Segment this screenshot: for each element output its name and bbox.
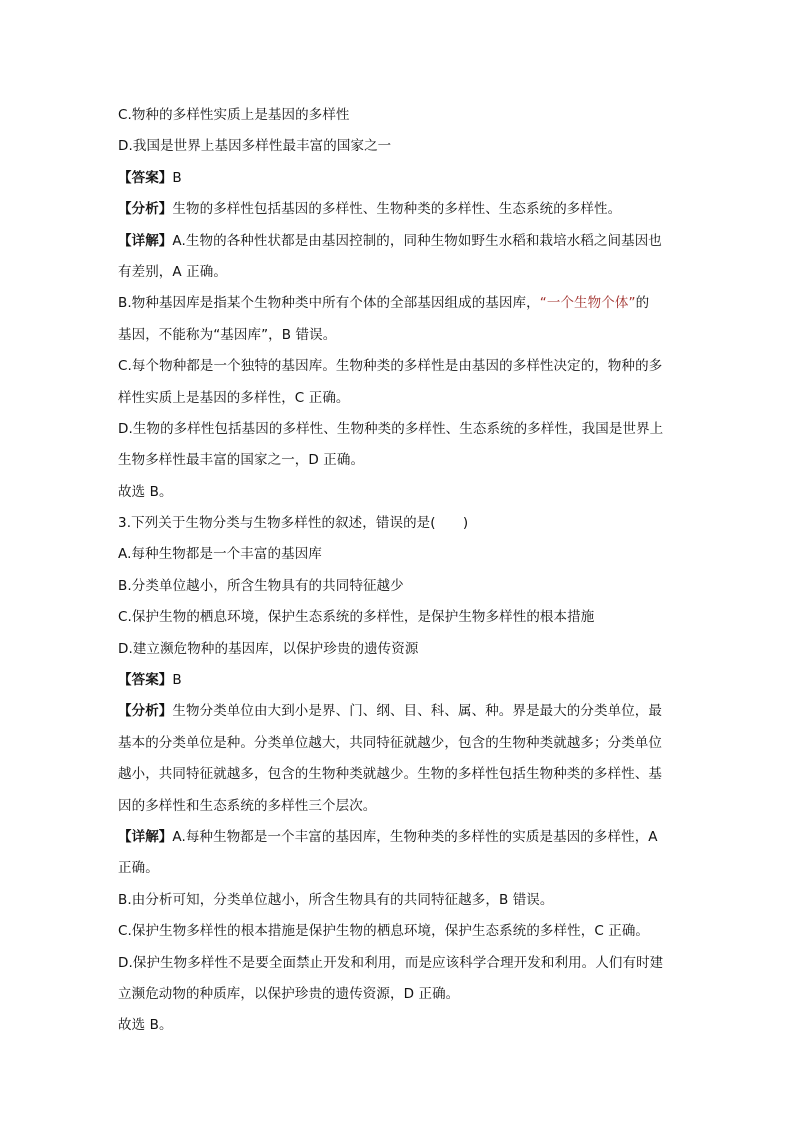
document-body [118,100,678,1042]
text-line: 立濒危动物的种质库，以保护珍贵的遗传资源，D 正确。 [118,985,460,1002]
text-line: C.保护生物多样性的根本措施是保护生物的栖息环境，保护生态系统的多样性，C 正确。 [118,923,650,940]
text-line: 故选 B。 [118,1017,173,1034]
option-line: C.保护生物的栖息环境，保护生态系统的多样性，是保护生物多样性的根本措施 [118,609,595,626]
text-line: 正确。 [118,860,159,877]
text-line: B.由分析可知，分类单位越小，所含生物具有的共同特征越多，B 错误。 [118,891,554,908]
analysis-tag: 【分析】 [118,201,173,218]
analysis-line: 【分析】生物分类单位由大到小是界、门、纲、目、科、属、种。界是最大的分类单位，最 [118,703,663,720]
answer-line: 【答案】B [118,169,182,186]
answer-tag: 【答案】 [118,672,173,689]
option-line: D.建立濒危物种的基因库，以保护珍贵的遗传资源 [118,640,419,657]
explanation-tag: 【详解】 [118,828,173,845]
option-line: A.每种生物都是一个丰富的基因库 [118,546,322,563]
text-line: 越小，共同特征就越多，包含的生物种类就越少。生物的多样性包括生物种类的多样性、基 [118,766,662,783]
text-line: C.物种的多样性实质上是基因的多样性 [118,107,350,123]
text-line: 因的多样性和生态系统的多样性三个层次。 [118,797,377,814]
question-line: 3.下列关于生物分类与生物多样性的叙述，错误的是( ) [118,515,469,532]
highlighted-quote: “一个生物个体” [539,295,636,312]
text-line: D.生物的多样性包括基因的多样性、生物种类的多样性、生态系统的多样性，我国是世界上 [118,420,664,437]
analysis-line: 【分析】生物的多样性包括基因的多样性、生物种类的多样性、生态系统的多样性。 [118,201,622,218]
text-line: 生物多样性最丰富的国家之一，D 正确。 [118,452,365,469]
text-line: 基因，不能称为“基因库”，B 错误。 [118,326,337,343]
text-line: B.物种基因库是指某个生物种类中所有个体的全部基因组成的基因库，“一个生物个体”的 [118,295,650,312]
text-line: 有差别，A 正确。 [118,263,227,280]
option-line: B.分类单位越小，所含生物具有的共同特征越少 [118,577,404,594]
text-line: D.我国是世界上基因多样性最丰富的国家之一 [118,138,392,155]
text-line: 故选 B。 [118,483,173,500]
explanation-line: 【详解】A.生物的各种性状都是由基因控制的，同种生物如野生水稻和栽培水稻之间基因也 [118,232,662,249]
text-line: 样性实质上是基因的多样性，C 正确。 [118,389,350,406]
text-line: D.保护生物多样性不是要全面禁止开发和利用，而是应该科学合理开发和利用。人们有时建 [118,954,664,971]
answer-line: 【答案】B [118,672,182,689]
analysis-tag: 【分析】 [118,703,173,720]
text-line: C.每个物种都是一个独特的基因库。生物种类的多样性是由基因的多样性决定的，物种的多 [118,358,663,375]
answer-tag: 【答案】 [118,169,173,186]
explanation-line: 【详解】A.每种生物都是一个丰富的基因库，生物种类的多样性的实质是基因的多样性，A [118,828,658,845]
text-line: 基本的分类单位是种。分类单位越大，共同特征就越少，包含的生物种类就越多；分类单位 [118,734,662,751]
explanation-tag: 【详解】 [118,232,173,249]
